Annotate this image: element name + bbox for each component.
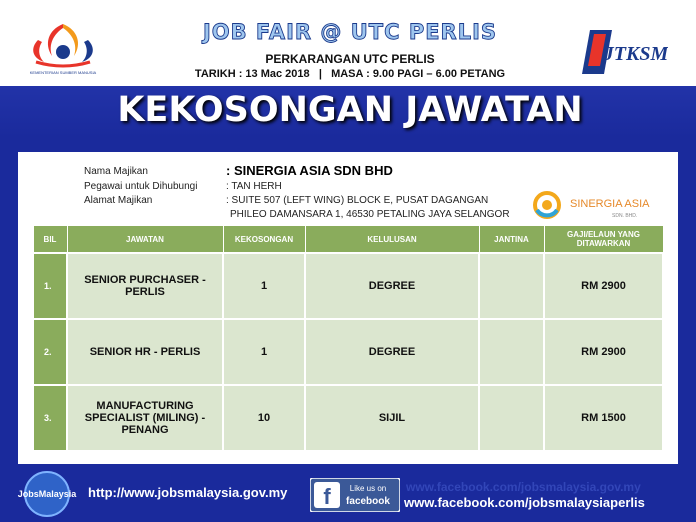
row-kekosongan: 1 xyxy=(223,253,305,319)
facebook-url[interactable]: www.facebook.com/jobsmalaysiaperlis xyxy=(404,495,645,510)
row-jantina xyxy=(479,319,544,385)
table-header-row xyxy=(33,226,663,254)
header-gaji: GAJI/ELAUN YANG DITAWARKAN xyxy=(544,226,663,254)
date-time-text: TARIKH : 13 Mac 2018 | MASA : 9.00 PAGI – 6.00 PETANG xyxy=(194,68,506,80)
page-title: KEKOSONGAN JAWATAN xyxy=(117,90,583,130)
logo-text-1: KEMENTERIAN SUMBER MANUSIA xyxy=(29,70,97,75)
row-gaji: RM 1500 xyxy=(544,385,663,451)
sinergia-logo-subtext: SDN. BHD. xyxy=(612,213,638,219)
employer-name-value: : SINERGIA ASIA SDN BHD xyxy=(226,163,393,178)
jm-logo-text: JobsMalaysia xyxy=(17,489,77,499)
job-fair-title: JOB FAIR @ UTC PERLIS xyxy=(202,20,498,44)
header-kekosongan: KEKOSONGAN xyxy=(223,226,305,254)
venue-text: PERKARANGAN UTC PERLIS xyxy=(265,52,435,66)
facebook-badge[interactable] xyxy=(310,478,400,512)
row-kelulusan: SIJIL xyxy=(305,385,479,451)
fb-like-text: Like us on xyxy=(349,484,387,493)
row-jawatan: SENIOR HR - PERLIS xyxy=(67,319,223,385)
table-row xyxy=(33,385,663,451)
fb-text: facebook xyxy=(346,496,390,507)
row-gaji: RM 2900 xyxy=(544,253,663,319)
row-kelulusan: DEGREE xyxy=(305,319,479,385)
row-kelulusan: DEGREE xyxy=(305,253,479,319)
header-kelulusan: KELULUSAN xyxy=(305,226,479,254)
row-kekosongan: 1 xyxy=(223,319,305,385)
contact-label: Pegawai untuk Dihubungi xyxy=(84,181,198,192)
row-jantina xyxy=(479,385,544,451)
vacancy-table xyxy=(32,225,664,452)
jtksm-text: JTKSM xyxy=(603,43,668,65)
row-bil: 3. xyxy=(33,385,67,451)
row-bil: 1. xyxy=(33,253,67,319)
address-line-1: : SUITE 507 (LEFT WING) BLOCK E, PUSAT DAGANGAN xyxy=(226,195,489,206)
employer-name-label: Nama Majikan xyxy=(84,166,148,177)
address-line-2: PHILEO DAMANSARA 1, 46530 PETALING JAYA SELANGOR xyxy=(230,209,510,220)
kementerian-logo xyxy=(18,18,108,82)
row-bil: 2. xyxy=(33,319,67,385)
row-kekosongan: 10 xyxy=(223,385,305,451)
header-bil: BIL xyxy=(33,226,67,254)
header-jawatan: JAWATAN xyxy=(67,226,223,254)
row-gaji: RM 2900 xyxy=(544,319,663,385)
row-jawatan: MANUFACTURING SPECIALIST (MILING) - PENANG xyxy=(67,385,223,451)
jobsmalaysia-logo xyxy=(14,470,80,518)
header-jantina: JANTINA xyxy=(479,226,544,254)
facebook-url-faded[interactable]: www.facebook.com/jobsmalaysia.gov.my xyxy=(406,480,641,494)
row-jawatan: SENIOR PURCHASER - PERLIS xyxy=(67,253,223,319)
contact-value: : TAN HERH xyxy=(226,181,282,192)
row-jantina xyxy=(479,253,544,319)
website-link[interactable]: http://www.jobsmalaysia.gov.my xyxy=(88,485,288,500)
sinergia-logo xyxy=(530,188,660,222)
jtksm-logo xyxy=(582,26,668,78)
sinergia-logo-text: SINERGIA ASIA xyxy=(570,198,650,210)
address-label: Alamat Majikan xyxy=(84,195,153,206)
facebook-icon: f xyxy=(323,484,331,509)
table-row xyxy=(33,253,663,319)
table-row xyxy=(33,319,663,385)
